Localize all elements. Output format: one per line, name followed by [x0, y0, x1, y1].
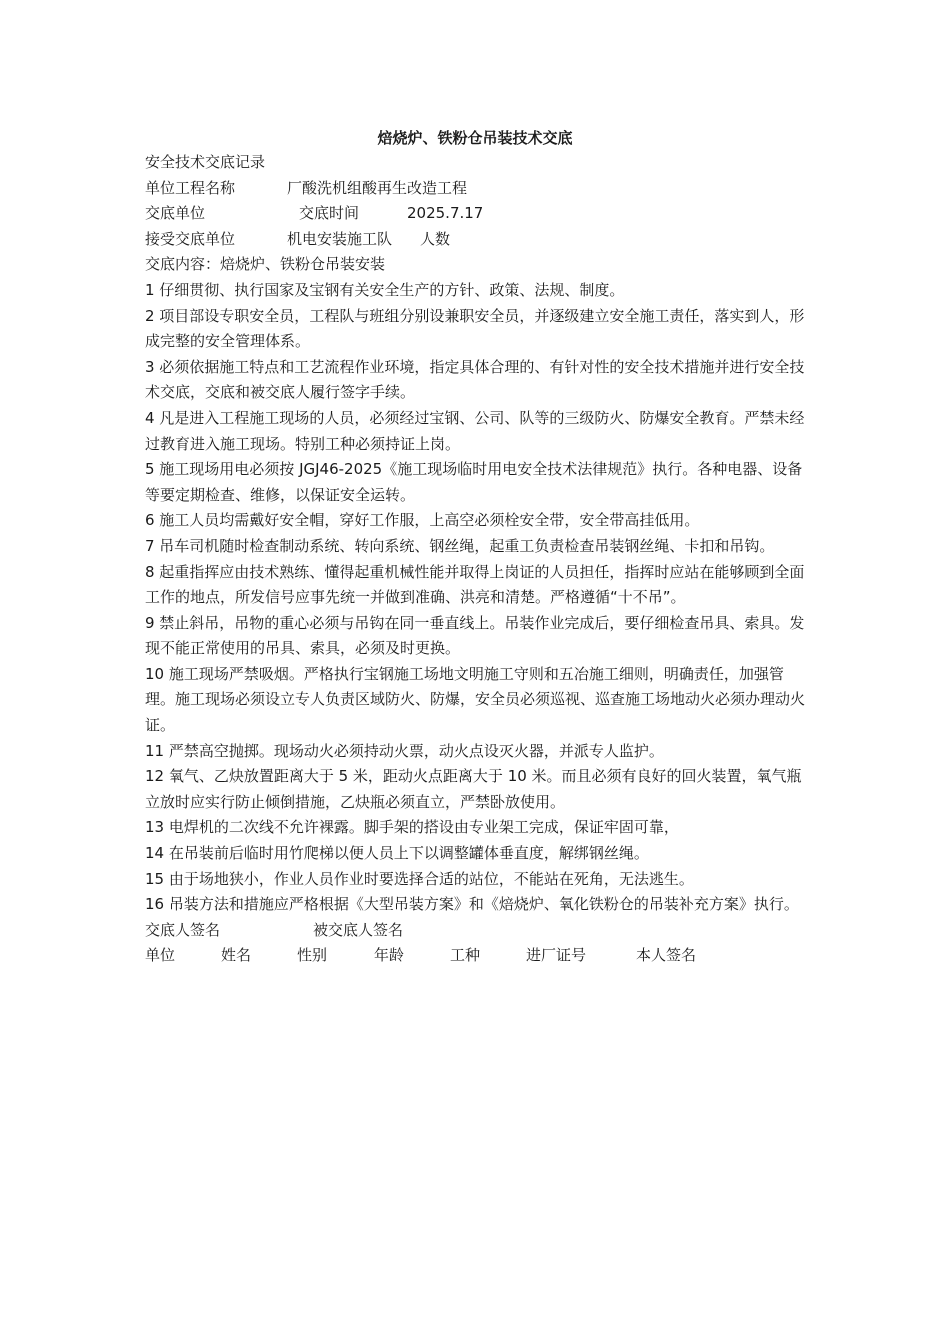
unit-label: 交底单位 — [145, 204, 206, 223]
time-value: 2025.7.17 — [407, 204, 484, 223]
column-header: 单位 — [145, 946, 176, 965]
record-label: 安全技术交底记录 — [145, 153, 266, 171]
project-row — [145, 176, 810, 202]
column-header: 工种 — [450, 946, 481, 965]
clause-item: 3 必须依据施工特点和工艺流程作业环境，指定具体合理的、有针对性的安全技术措施并进行安全技术交底，交底和被交底人履行签字手续。 — [145, 357, 805, 402]
clause-item: 7 吊车司机随时检查制动系统、转向系统、钢丝绳，起重工负责检查吊装钢丝绳、卡扣和吊钩。 — [145, 536, 775, 555]
clause-item: 6 施工人员均需戴好安全帽，穿好工作服，上高空必须栓安全带，安全带高挂低用。 — [145, 511, 700, 530]
clause-item: 13 电焊机的二次线不允许裸露。脚手架的搭设由专业架工完成，保证牢固可靠， — [145, 818, 679, 837]
clause-item: 10 施工现场严禁吸烟。严格执行宝钢施工场地文明施工守则和五冶施工细则，明确责任，加强管理。施工现场必须设立专人负责区域防火、防爆，安全员必须巡视、巡查施工场地动火必须办理动火证。 — [145, 664, 806, 735]
clause-item: 16 吊装方法和措施应严格根据《大型吊装方案》和《焙烧炉、氧化铁粉仓的吊装补充方案》执行。 — [145, 895, 799, 914]
clause-item: 4 凡是进入工程施工现场的人员，必须经过宝钢、公司、队等的三级防火、防爆安全教育。严禁未经过教育进入施工现场。特别工种必须持证上岗。 — [145, 408, 805, 453]
clause-item: 9 禁止斜吊，吊物的重心必须与吊钩在同一垂直线上。吊装作业完成后，要仔细检查吊具、索具。发现不能正常使用的吊具、索具，必须及时更换。 — [145, 613, 805, 658]
project-label: 单位工程名称 — [145, 178, 236, 197]
column-header: 进厂证号 — [526, 946, 587, 965]
content-intro: 交底内容：焙烧炉、铁粉仓吊装安装 — [145, 255, 386, 274]
receiver-value: 机电安装施工队 — [287, 229, 393, 248]
clause-item: 2 项目部设专职安全员，工程队与班组分别设兼职安全员，并逐级建立安全施工责任，落实到人，形成完整的安全管理体系。 — [145, 306, 805, 351]
clause-item: 14 在吊装前后临时用竹爬梯以便人员上下以调整罐体垂直度，解绑钢丝绳。 — [145, 844, 649, 863]
column-header: 年龄 — [374, 946, 405, 965]
column-header: 姓名 — [221, 946, 252, 965]
clause-item: 12 氧气、乙炔放置距离大于 5 米，距动火点距离大于 10 米。而且必须有良好的回火装置，氧气瓶立放时应实行防止倾倒措施，乙炔瓶必须直立，严禁卧放使用。 — [145, 767, 802, 811]
clause-item: 1 仔细贯彻、执行国家及宝钢有关安全生产的方针、政策、法规、制度。 — [145, 280, 625, 299]
column-header: 本人签名 — [636, 946, 697, 965]
project-value: 厂酸洗机组酸再生改造工程 — [287, 178, 468, 197]
clause-item: 8 起重指挥应由技术熟练、懂得起重机械性能并取得上岗证的人员担任，指挥时应站在能够顾到全面工作的地点，所发信号应事先统一并做到准确、洪亮和清楚。严格遵循“十不吊”。 — [145, 562, 805, 607]
clause-item: 15 由于场地狭小，作业人员作业时要选择合适的站位，不能站在死角，无法逃生。 — [145, 869, 694, 888]
attendee-header-row — [145, 943, 810, 969]
count-label: 人数 — [420, 229, 451, 248]
receiver-label: 接受交底单位 — [145, 229, 236, 248]
clause-item: 5 施工现场用电必须按 JGJ46-2025《施工现场临时用电安全技术法律规范》执行。各种电器、设备等要定期检查、维修，以保证安全运转。 — [145, 460, 803, 504]
document-title: 焙烧炉、铁粉仓吊装技术交底 — [377, 129, 573, 147]
document-body — [145, 150, 810, 969]
signature-row — [145, 918, 810, 944]
unit-time-row — [145, 201, 810, 227]
giver-signature-label: 交底人签名 — [145, 920, 221, 939]
receiver-row — [145, 227, 810, 253]
column-header: 性别 — [297, 946, 328, 965]
time-label: 交底时间 — [299, 204, 360, 223]
clause-item: 11 严禁高空抛掷。现场动火必须持动火票，动火点设灭火器，并派专人监护。 — [145, 741, 664, 760]
receiver-signature-label: 被交底人签名 — [313, 920, 404, 939]
